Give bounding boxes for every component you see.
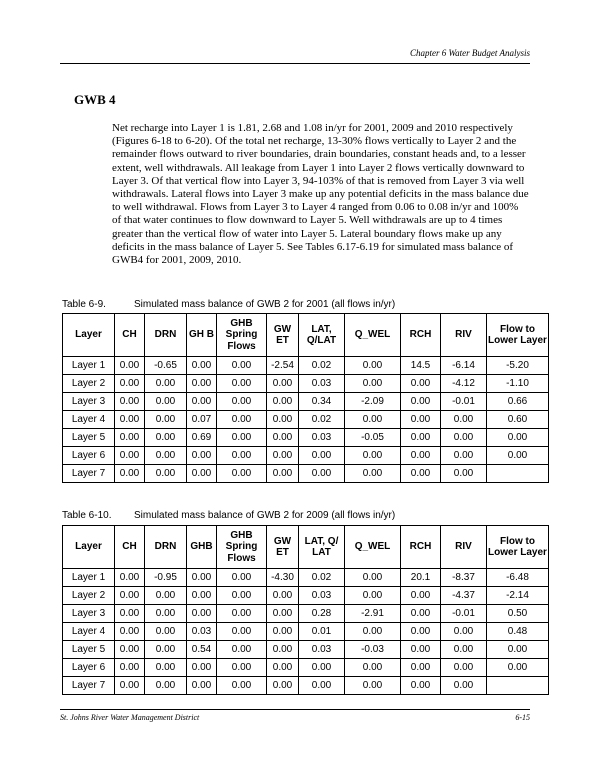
table-cell: 0.00: [299, 677, 345, 695]
column-header: Q_WEL: [345, 314, 401, 357]
table-cell: -1.10: [487, 375, 549, 393]
row-label: Layer 3: [63, 393, 115, 411]
table-cell: 0.00: [115, 623, 145, 641]
table-cell: 0.00: [187, 569, 217, 587]
table-cell: 0.00: [145, 587, 187, 605]
table-cell: 0.00: [115, 429, 145, 447]
column-header: Layer: [63, 526, 115, 569]
header-divider: [60, 63, 530, 64]
table-cell: 0.00: [267, 623, 299, 641]
table-cell: 0.00: [401, 393, 441, 411]
table-cell: 0.00: [145, 677, 187, 695]
table-cell: 0.00: [401, 623, 441, 641]
table-cell: 0.00: [487, 641, 549, 659]
table-cell: 0.00: [187, 465, 217, 483]
table-cell: -6.48: [487, 569, 549, 587]
table-cell: 0.02: [299, 569, 345, 587]
table-cell: 0.00: [115, 357, 145, 375]
table-cell: 0.00: [145, 411, 187, 429]
table-cell: 0.00: [441, 677, 487, 695]
table-cell: 0.00: [115, 447, 145, 465]
table-cell: -5.20: [487, 357, 549, 375]
table-title: Simulated mass balance of GWB 2 for 2009 (all flows in/yr): [134, 510, 396, 521]
table-row: [63, 677, 549, 695]
table-cell: 0.00: [267, 411, 299, 429]
table-cell: -0.65: [145, 357, 187, 375]
table-cell: 0.00: [145, 605, 187, 623]
table-cell: 0.00: [401, 447, 441, 465]
table-cell: 0.00: [145, 429, 187, 447]
column-header: Flow to Lower Layer: [487, 526, 549, 569]
row-label: Layer 2: [63, 587, 115, 605]
table-cell: 0.00: [145, 447, 187, 465]
table-number: Table 6-10.: [62, 510, 112, 521]
table-cell: 0.69: [187, 429, 217, 447]
table-title: Simulated mass balance of GWB 2 for 2001 (all flows in/yr): [134, 299, 396, 310]
column-header: RIV: [441, 526, 487, 569]
table-cell: 0.00: [401, 659, 441, 677]
table-cell: 0.00: [187, 587, 217, 605]
page-number: 6-15: [515, 713, 530, 722]
table-cell: 0.00: [441, 659, 487, 677]
table-row: [63, 447, 549, 465]
table-cell: 0.00: [487, 659, 549, 677]
table-cell: [487, 465, 549, 483]
column-header: DRN: [145, 526, 187, 569]
table-cell: 0.00: [217, 587, 267, 605]
table-header-row: [63, 526, 549, 569]
table-cell: 0.00: [217, 465, 267, 483]
column-header: LAT, Q/LAT: [299, 314, 345, 357]
table-cell: 0.00: [267, 587, 299, 605]
table-cell: [487, 677, 549, 695]
column-header: RIV: [441, 314, 487, 357]
table-number: Table 6-9.: [62, 299, 106, 310]
column-header: Layer: [63, 314, 115, 357]
table-cell: 0.34: [299, 393, 345, 411]
table-cell: 0.00: [401, 587, 441, 605]
table-cell: -6.14: [441, 357, 487, 375]
table-cell: 0.00: [187, 357, 217, 375]
column-header: GHB: [187, 526, 217, 569]
table-cell: 0.00: [115, 465, 145, 483]
table-cell: 0.00: [145, 659, 187, 677]
table-cell: 0.00: [401, 641, 441, 659]
table-cell: 0.00: [345, 623, 401, 641]
chapter-header: Chapter 6 Water Budget Analysis: [410, 48, 530, 58]
row-label: Layer 7: [63, 465, 115, 483]
table-cell: 0.00: [115, 587, 145, 605]
mass-balance-table-2001: [62, 313, 549, 483]
table-cell: -4.30: [267, 569, 299, 587]
table-cell: 0.02: [299, 411, 345, 429]
table-cell: 0.00: [187, 605, 217, 623]
table-cell: 0.00: [217, 393, 267, 411]
table-cell: 0.00: [401, 465, 441, 483]
table-cell: 0.54: [187, 641, 217, 659]
table-cell: 0.00: [187, 375, 217, 393]
table-cell: 0.00: [217, 375, 267, 393]
table-cell: 0.00: [299, 447, 345, 465]
table-cell: 0.00: [115, 375, 145, 393]
table-cell: 0.00: [217, 357, 267, 375]
table-cell: 0.00: [441, 447, 487, 465]
column-header: GHB Spring Flows: [217, 314, 267, 357]
row-label: Layer 7: [63, 677, 115, 695]
table-cell: 0.00: [187, 393, 217, 411]
table-cell: 0.00: [267, 429, 299, 447]
table-cell: 0.00: [487, 429, 549, 447]
table-cell: 0.00: [267, 393, 299, 411]
table-cell: 0.00: [115, 677, 145, 695]
table-cell: 0.00: [345, 587, 401, 605]
table-cell: 0.00: [345, 375, 401, 393]
table-cell: 0.00: [187, 659, 217, 677]
table-cell: -0.05: [345, 429, 401, 447]
table-cell: 0.00: [345, 411, 401, 429]
table-cell: 0.60: [487, 411, 549, 429]
table-cell: 0.00: [217, 411, 267, 429]
table-cell: 0.00: [441, 623, 487, 641]
column-header: CH: [115, 314, 145, 357]
table-cell: 0.00: [401, 411, 441, 429]
table-cell: 0.00: [401, 429, 441, 447]
table-cell: 0.00: [345, 465, 401, 483]
table-row: [63, 659, 549, 677]
table-cell: 0.00: [145, 641, 187, 659]
row-label: Layer 6: [63, 447, 115, 465]
row-label: Layer 3: [63, 605, 115, 623]
row-label: Layer 2: [63, 375, 115, 393]
table-cell: 0.03: [187, 623, 217, 641]
table-row: [63, 623, 549, 641]
table-cell: -2.14: [487, 587, 549, 605]
table-cell: 0.03: [299, 641, 345, 659]
table-row: [63, 357, 549, 375]
column-header: Flow to Lower Layer: [487, 314, 549, 357]
table-cell: 0.00: [145, 393, 187, 411]
table-cell: 0.00: [217, 429, 267, 447]
table-cell: 0.00: [345, 569, 401, 587]
table-cell: 0.00: [267, 605, 299, 623]
table-cell: 0.00: [441, 641, 487, 659]
mass-balance-table-2009: [62, 525, 549, 695]
table-cell: 0.00: [217, 569, 267, 587]
table-row: [63, 641, 549, 659]
table-cell: 0.00: [217, 447, 267, 465]
section-heading: GWB 4: [74, 92, 116, 107]
table-row: [63, 429, 549, 447]
table-cell: 0.00: [267, 447, 299, 465]
table-cell: -4.37: [441, 587, 487, 605]
table-cell: 0.00: [145, 375, 187, 393]
table-cell: 0.00: [267, 659, 299, 677]
table-cell: 0.00: [115, 569, 145, 587]
column-header: DRN: [145, 314, 187, 357]
table-row: [63, 587, 549, 605]
table-caption: [62, 510, 395, 521]
table-cell: 0.00: [267, 677, 299, 695]
table-cell: 0.00: [217, 623, 267, 641]
table-cell: 0.03: [299, 429, 345, 447]
table-cell: 0.00: [267, 375, 299, 393]
table-cell: 14.5: [401, 357, 441, 375]
table-cell: 0.00: [401, 605, 441, 623]
table-cell: 0.00: [299, 465, 345, 483]
table-row: [63, 375, 549, 393]
table-cell: 0.00: [187, 447, 217, 465]
footer-divider: [60, 709, 530, 710]
table-cell: -2.54: [267, 357, 299, 375]
table-cell: -4.12: [441, 375, 487, 393]
body-paragraph: Net recharge into Layer 1 is 1.81, 2.68 and 1.08 in/yr for 2001, 2009 and 2010 respectively (Figures 6-18 to 6-20). Of the total net recharge, 13-30% flows vertically to Layer 2 and the remainder flows outward to river boundaries, drain boundaries, constant heads and, to a lesser extent, well withdrawals. All leakage from Layer 1 into Layer 2 flows vertically downward to Layer 3. Of that vertical flow into Layer 3, 94-103% of that is removed from Layer 3 via well withdrawals. Lateral flows into Layer 3 make up any potential deficits in the mass balance due to well withdrawal. Flows from Layer 3 to Layer 4 ranged from 0.06 to 0.08 in/yr and 100% of that water continues to flow downward to Layer 5. Well withdrawals are up to 4 times greater than the vertical flow of water into Layer 5. Lateral boundary flows make up any deficits in the mass balance of Layer 5. See Tables 6.17-6.19 for simulated mass balance of GWB4 for 2001, 2009, 2010.: [112, 122, 529, 267]
table-cell: 0.00: [487, 447, 549, 465]
table-cell: -0.95: [145, 569, 187, 587]
table-cell: 0.07: [187, 411, 217, 429]
table-row: [63, 605, 549, 623]
table-cell: 0.03: [299, 587, 345, 605]
table-row: [63, 569, 549, 587]
table-cell: 0.00: [441, 465, 487, 483]
table-cell: 0.00: [115, 659, 145, 677]
table-cell: 0.66: [487, 393, 549, 411]
table-cell: -2.91: [345, 605, 401, 623]
table-cell: 0.00: [217, 659, 267, 677]
table-cell: 0.00: [217, 641, 267, 659]
table-cell: 0.02: [299, 357, 345, 375]
table-cell: 0.00: [441, 429, 487, 447]
table-cell: 0.00: [401, 375, 441, 393]
table-cell: 0.00: [115, 393, 145, 411]
table-cell: 0.03: [299, 375, 345, 393]
table-cell: 0.00: [217, 605, 267, 623]
row-label: Layer 1: [63, 357, 115, 375]
table-cell: 0.28: [299, 605, 345, 623]
page-footer: [60, 713, 530, 722]
table-cell: 0.00: [145, 623, 187, 641]
table-cell: 0.01: [299, 623, 345, 641]
table-caption: [62, 299, 395, 310]
table-cell: 0.00: [145, 465, 187, 483]
table-cell: 0.00: [187, 677, 217, 695]
column-header: GW ET: [267, 526, 299, 569]
table-cell: 0.00: [345, 357, 401, 375]
column-header: RCH: [401, 526, 441, 569]
row-label: Layer 4: [63, 623, 115, 641]
column-header: Q_WEL: [345, 526, 401, 569]
table-cell: 0.00: [441, 411, 487, 429]
table-cell: 0.00: [115, 605, 145, 623]
column-header: LAT, Q/ LAT: [299, 526, 345, 569]
row-label: Layer 5: [63, 641, 115, 659]
table-cell: 0.00: [345, 659, 401, 677]
table-cell: 0.50: [487, 605, 549, 623]
table-row: [63, 393, 549, 411]
footer-organization: St. Johns River Water Management District: [60, 713, 200, 722]
table-cell: -8.37: [441, 569, 487, 587]
table-cell: -0.03: [345, 641, 401, 659]
table-cell: 20.1: [401, 569, 441, 587]
table-cell: 0.00: [299, 659, 345, 677]
table-cell: -0.01: [441, 605, 487, 623]
table-row: [63, 465, 549, 483]
column-header: GH B: [187, 314, 217, 357]
column-header: GHB Spring Flows: [217, 526, 267, 569]
row-label: Layer 1: [63, 569, 115, 587]
row-label: Layer 6: [63, 659, 115, 677]
table-cell: 0.00: [115, 411, 145, 429]
table-row: [63, 411, 549, 429]
table-cell: 0.00: [267, 465, 299, 483]
table-cell: -2.09: [345, 393, 401, 411]
table-cell: 0.48: [487, 623, 549, 641]
table-cell: 0.00: [345, 447, 401, 465]
table-cell: -0.01: [441, 393, 487, 411]
table-cell: 0.00: [115, 641, 145, 659]
table-header-row: [63, 314, 549, 357]
row-label: Layer 5: [63, 429, 115, 447]
column-header: GW ET: [267, 314, 299, 357]
table-cell: 0.00: [345, 677, 401, 695]
row-label: Layer 4: [63, 411, 115, 429]
table-cell: 0.00: [401, 677, 441, 695]
table-cell: 0.00: [267, 641, 299, 659]
column-header: RCH: [401, 314, 441, 357]
table-cell: 0.00: [217, 677, 267, 695]
column-header: CH: [115, 526, 145, 569]
